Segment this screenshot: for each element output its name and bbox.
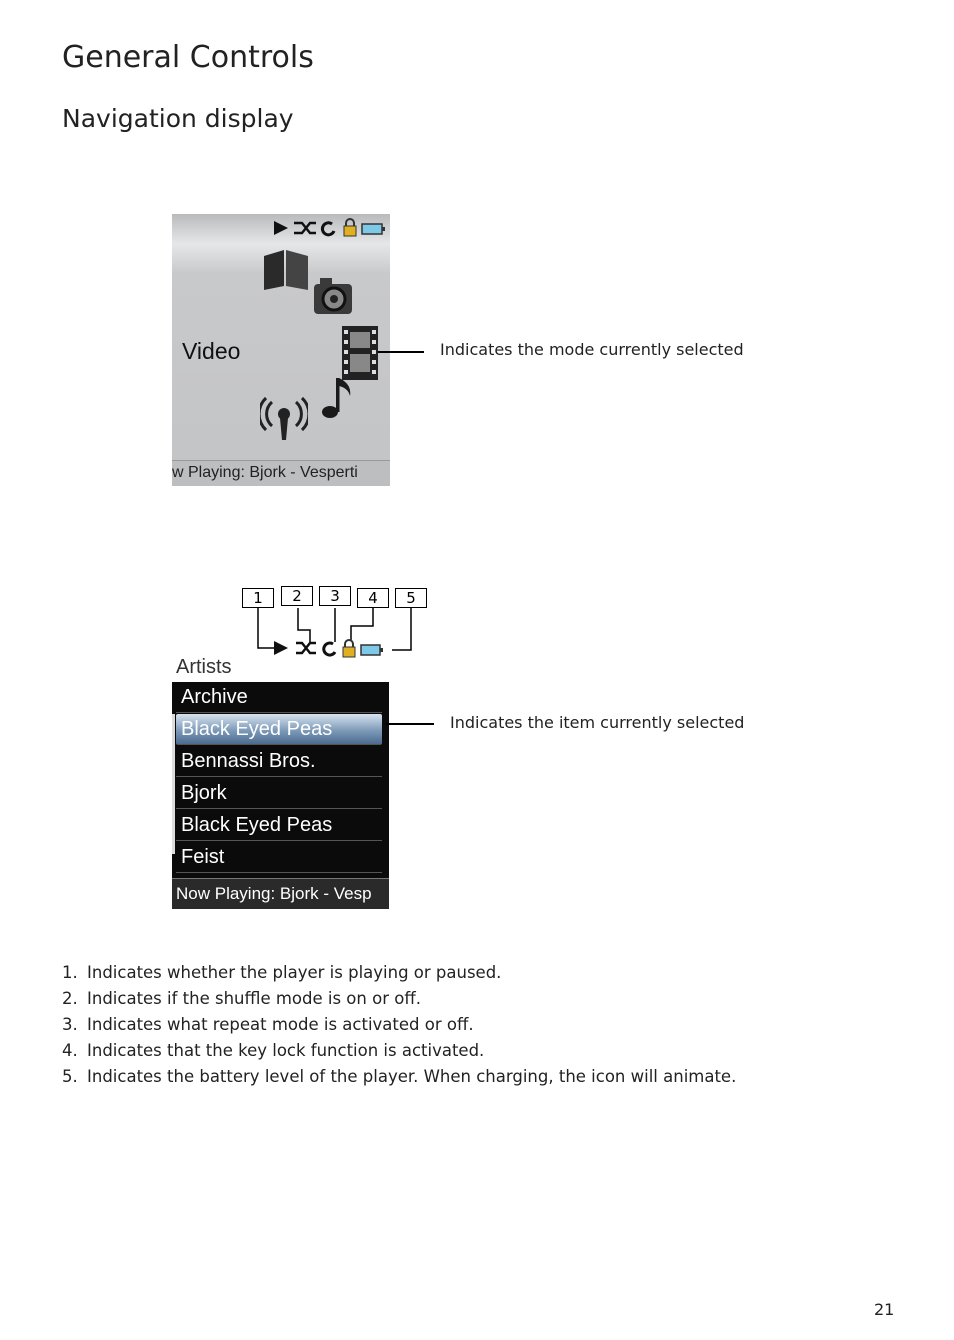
callout-item-selected: Indicates the item currently selected bbox=[450, 713, 745, 732]
scrollbar bbox=[172, 714, 175, 854]
note-item: 3. Indicates what repeat mode is activated or off. bbox=[62, 1015, 474, 1034]
indicator-number-1: 1 bbox=[242, 588, 274, 608]
now-playing-bar bbox=[172, 878, 389, 909]
list-title: Artists bbox=[176, 656, 232, 678]
play-icon bbox=[274, 641, 288, 655]
battery-icon bbox=[361, 645, 383, 655]
list-item: Black Eyed Peas bbox=[176, 810, 382, 841]
lock-icon bbox=[344, 219, 356, 236]
now-playing-text: w Playing: Bjork - Vesperti bbox=[172, 464, 358, 481]
note-item: 1. Indicates whether the player is playing or paused. bbox=[62, 963, 502, 982]
list-item: Feist bbox=[176, 842, 382, 873]
indicator-number-4: 4 bbox=[357, 588, 389, 608]
shuffle-icon bbox=[294, 223, 316, 233]
now-playing-text: Now Playing: Bjork - Vesp bbox=[176, 884, 372, 903]
play-icon bbox=[274, 221, 288, 235]
indicator-notes-list bbox=[62, 960, 736, 1090]
list-item: Bjork bbox=[176, 778, 382, 809]
radio-antenna-icon bbox=[260, 396, 308, 442]
list-item: Archive bbox=[176, 682, 382, 713]
note-item: 5. Indicates the battery level of the player. When charging, the icon will animate. bbox=[62, 1067, 737, 1086]
status-icons bbox=[272, 218, 388, 238]
callout-line-mode bbox=[378, 351, 424, 353]
repeat-icon bbox=[324, 643, 335, 655]
camera-icon bbox=[310, 274, 356, 316]
indicator-number-3: 3 bbox=[319, 586, 351, 606]
note-item: 4. Indicates that the key lock function is activated. bbox=[62, 1041, 485, 1060]
shuffle-icon bbox=[296, 643, 316, 653]
note-item: 2. Indicates if the shuffle mode is on or off. bbox=[62, 989, 421, 1008]
repeat-icon bbox=[322, 223, 334, 235]
page-number: 21 bbox=[874, 1300, 895, 1319]
now-playing-bar bbox=[172, 460, 390, 486]
mode-menu-screenshot bbox=[172, 214, 390, 486]
section-title: Navigation display bbox=[62, 104, 294, 133]
music-note-icon bbox=[318, 374, 358, 420]
callout-line-item bbox=[386, 723, 434, 725]
indicator-leader-lines bbox=[240, 606, 430, 662]
battery-icon bbox=[362, 224, 385, 234]
indicator-number-5: 5 bbox=[395, 588, 427, 608]
artist-list-screenshot bbox=[172, 682, 389, 909]
lock-icon bbox=[343, 640, 355, 657]
selected-mode-label: Video bbox=[182, 338, 241, 364]
page-title: General Controls bbox=[62, 40, 314, 75]
list-item-selected: Black Eyed Peas bbox=[176, 714, 382, 745]
indicator-number-2: 2 bbox=[281, 586, 313, 606]
list-item: Bennassi Bros. bbox=[176, 746, 382, 777]
book-icon bbox=[262, 248, 310, 290]
callout-mode-selected: Indicates the mode currently selected bbox=[440, 340, 744, 359]
